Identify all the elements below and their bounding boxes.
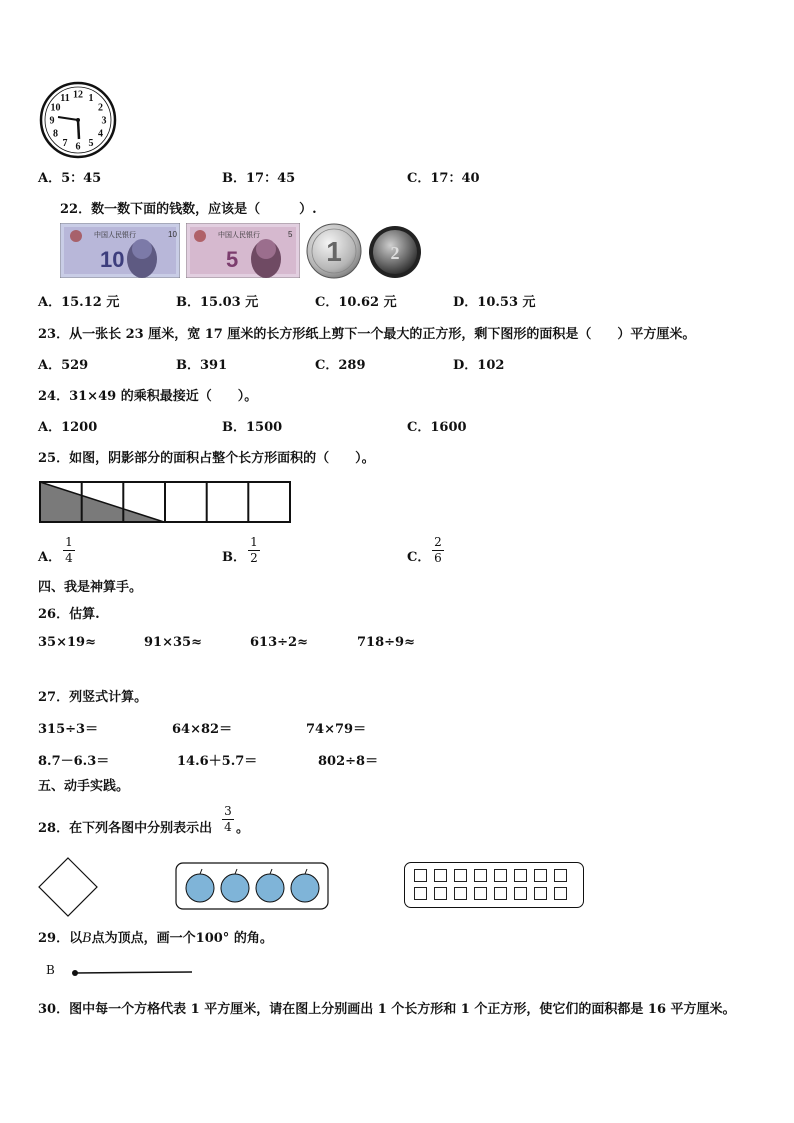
q23-stem: 23．从一张长 23 厘米，宽 17 厘米的长方形纸上剪下一个最大的正方形，剩下图形的面积是（ ）平方厘米。 — [38, 327, 696, 342]
q29-stem-pre: 29．以 — [38, 931, 83, 946]
fraction-denominator: 6 — [434, 551, 442, 565]
option-letter: B． — [222, 171, 246, 186]
option-letter: B． — [222, 420, 246, 435]
svg-text:10: 10 — [100, 247, 125, 272]
q29-stem-post: 点为顶点，画一个100° 的角。 — [91, 931, 273, 946]
banknote-5 — [186, 223, 300, 278]
q24-stem: 24．31×49 的乘积最接近（ ）。 — [38, 389, 258, 404]
q22-option-c[interactable] — [315, 291, 397, 310]
option-text: 1200 — [61, 420, 98, 435]
svg-text:5: 5 — [288, 230, 293, 239]
diamond-shape[interactable] — [37, 856, 99, 918]
q24-option-b[interactable] — [222, 416, 282, 435]
q22-stem: 22．数一数下面的钱数，应该是（ ）. — [60, 202, 317, 217]
option-letter: C． — [407, 420, 431, 435]
coin-1-yuan — [306, 223, 362, 279]
option-letter: A． — [38, 550, 62, 565]
small-square[interactable] — [554, 869, 567, 882]
option-letter: A． — [38, 420, 62, 435]
option-letter: C． — [315, 295, 339, 310]
option-letter: C． — [407, 550, 431, 565]
q25-option-a[interactable] — [38, 546, 61, 565]
clock-number: 12 — [73, 89, 83, 101]
small-square[interactable] — [434, 869, 447, 882]
option-letter: B． — [176, 358, 200, 373]
option-letter: C． — [407, 171, 431, 186]
q26-stem: 26．估算. — [38, 607, 100, 622]
q28-fraction — [222, 805, 234, 834]
small-square[interactable] — [454, 869, 467, 882]
q27-stem: 27．列竖式计算。 — [38, 690, 148, 705]
q21-option-a[interactable] — [38, 167, 101, 186]
q27-row1-item-1: 315÷3＝ — [38, 722, 99, 737]
q22-option-a[interactable] — [38, 291, 119, 310]
option-letter: A． — [38, 295, 62, 310]
q25-option-b[interactable] — [222, 546, 246, 565]
option-letter: B． — [222, 550, 246, 565]
section-5-title: 五、动手实践。 — [38, 779, 130, 794]
squares-box[interactable] — [404, 862, 584, 908]
fraction-denominator: 4 — [224, 820, 232, 834]
option-text: 1600 — [430, 420, 467, 435]
clock-number: 8 — [53, 128, 58, 140]
q28-stem-text: 28．在下列各图中分别表示出 — [38, 821, 213, 836]
clock-number: 10 — [50, 102, 61, 114]
q28-tail: 。 — [236, 821, 250, 836]
q24-option-c[interactable] — [407, 416, 467, 435]
option-text: 391 — [200, 358, 228, 373]
clock-number: 5 — [88, 138, 94, 149]
q27-row2-item-3: 802÷8＝ — [318, 754, 379, 769]
q28-stem — [38, 817, 212, 836]
clock-number: 1 — [88, 93, 94, 104]
option-text: 1500 — [246, 420, 283, 435]
fraction-denominator: 2 — [250, 551, 258, 565]
q27-row1-item-2: 64×82＝ — [172, 722, 233, 737]
apples-box[interactable] — [175, 862, 329, 910]
fraction-denominator: 4 — [65, 551, 73, 565]
q27-row2-item-2: 14.6＋5.7＝ — [177, 754, 258, 769]
small-square[interactable] — [474, 869, 487, 882]
q24-option-a[interactable] — [38, 416, 97, 435]
small-square[interactable] — [514, 869, 527, 882]
q23-option-a[interactable] — [38, 354, 88, 373]
small-square[interactable] — [434, 887, 447, 900]
option-text: 529 — [61, 358, 89, 373]
small-square[interactable] — [474, 887, 487, 900]
option-text: 15.03 元 — [200, 295, 259, 310]
q29-stem — [38, 927, 273, 946]
section-4-title: 四、我是神算手。 — [38, 580, 143, 595]
option-letter: D． — [453, 295, 478, 310]
clock-number: 2 — [98, 102, 103, 114]
option-text: 289 — [338, 358, 366, 373]
fraction-numerator: 1 — [250, 535, 258, 549]
small-square[interactable] — [534, 869, 547, 882]
q25-option-c[interactable] — [407, 546, 430, 565]
clock-number: 7 — [62, 138, 68, 149]
option-text: 17：45 — [246, 171, 296, 186]
clock-number: 11 — [60, 93, 70, 104]
q25-option-b-fraction — [248, 536, 260, 565]
shaded-rectangle-figure — [38, 480, 294, 526]
option-letter: C． — [315, 358, 339, 373]
small-square[interactable] — [494, 887, 507, 900]
q26-item-4: 718÷9≈ — [357, 635, 415, 650]
small-square[interactable] — [534, 887, 547, 900]
small-square[interactable] — [554, 887, 567, 900]
q21-option-b[interactable] — [222, 167, 295, 186]
q27-row2-item-1: 8.7－6.3＝ — [38, 754, 110, 769]
q25-option-c-fraction — [432, 536, 444, 565]
option-letter: D． — [453, 358, 478, 373]
svg-text:1: 1 — [326, 236, 342, 267]
fraction-numerator: 2 — [434, 535, 442, 549]
clock-number: 3 — [101, 115, 107, 127]
option-text: 10.53 元 — [477, 295, 536, 310]
svg-text:2: 2 — [390, 243, 400, 263]
fraction-numerator: 3 — [224, 804, 232, 818]
option-text: 17：40 — [430, 171, 480, 186]
fraction-numerator: 1 — [65, 535, 73, 549]
q23-option-c[interactable] — [315, 354, 366, 373]
q22-option-b[interactable] — [176, 291, 258, 310]
clock-number: 6 — [75, 141, 81, 153]
svg-text:5: 5 — [226, 247, 239, 272]
q25-option-a-fraction — [63, 536, 75, 565]
q23-option-b[interactable] — [176, 354, 227, 373]
option-letter: A． — [38, 171, 62, 186]
option-letter: A． — [38, 358, 62, 373]
option-letter: B． — [176, 295, 200, 310]
q29-point-name: B — [82, 931, 92, 946]
clock-number: 4 — [98, 128, 103, 140]
svg-text:中国人民银行: 中国人民银行 — [94, 232, 136, 239]
clock-figure — [38, 80, 118, 160]
clock-number: 9 — [49, 115, 55, 127]
svg-text:10: 10 — [168, 230, 177, 239]
q26-item-2: 91×35≈ — [144, 635, 202, 650]
ray-from-b[interactable] — [70, 966, 195, 980]
option-text: 5：45 — [61, 171, 102, 186]
coin-2-fen — [368, 225, 422, 279]
option-text: 15.12 元 — [61, 295, 120, 310]
banknote-10 — [60, 223, 180, 278]
option-text: 102 — [477, 358, 505, 373]
q27-row1-item-3: 74×79＝ — [306, 722, 367, 737]
q26-item-1: 35×19≈ — [38, 635, 96, 650]
small-square[interactable] — [494, 869, 507, 882]
svg-text:中国人民银行: 中国人民银行 — [218, 232, 260, 239]
point-b-label: B — [46, 963, 55, 977]
q21-option-c[interactable] — [407, 167, 480, 186]
q23-option-d[interactable] — [453, 354, 504, 373]
small-square[interactable] — [454, 887, 467, 900]
small-square[interactable] — [414, 869, 427, 882]
q26-item-3: 613÷2≈ — [250, 635, 308, 650]
q22-option-d[interactable] — [453, 291, 536, 310]
q30-stem: 30．图中每一个方格代表 1 平方厘米，请在图上分别画出 1 个长方形和 1 个正方形，使它们的面积都是 16 平方厘米。 — [38, 1002, 736, 1017]
small-square[interactable] — [514, 887, 527, 900]
small-square[interactable] — [414, 887, 427, 900]
q25-stem: 25．如图，阴影部分的面积占整个长方形面积的（ ）。 — [38, 451, 375, 466]
option-text: 10.62 元 — [338, 295, 397, 310]
